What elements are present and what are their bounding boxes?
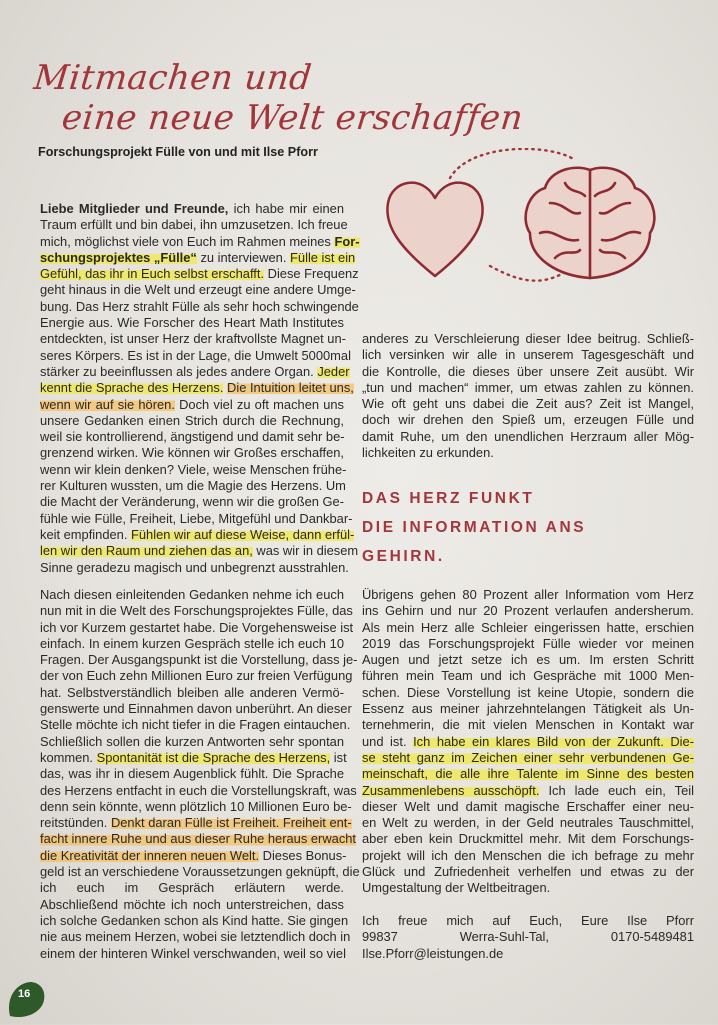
brain-icon <box>526 168 655 278</box>
text-segment: Traum erfüllt und bin dabei, ihn umzusetzen. Ich freue <box>40 217 348 233</box>
text-segment: schen. Diese Vorstellung ist keine Utopie, sondern die <box>362 684 694 700</box>
title-line-1: Mitmachen und <box>31 58 314 98</box>
text-line <box>40 912 349 929</box>
text-segment: unsere Gedanken einen Strich durch die Rechnung, <box>40 412 344 428</box>
signature-block <box>362 913 694 962</box>
text-segment: Diese Frequenz <box>264 266 359 282</box>
highlighted-text: For- <box>334 233 360 249</box>
text-line <box>362 587 694 603</box>
text-line <box>40 766 344 782</box>
text-line <box>40 864 360 880</box>
highlighted-text: Gefühl, das ihr in Euch selbst erschafft. <box>40 266 265 282</box>
highlighted-text: schungsprojektes „Fülle“ <box>40 249 197 265</box>
text-segment: was wir in diesem <box>252 543 359 559</box>
text-segment: Augen und jetzt setze ich es um. Im ersten Schritt <box>362 652 694 668</box>
text-segment: dieser Welt und damit magische Erschaffer einer neu- <box>362 798 694 814</box>
text-segment: Energie aus. Wie Forscher des Heart Math Institutes <box>40 315 344 331</box>
text-line <box>362 717 694 733</box>
text-line <box>40 946 344 962</box>
text-segment: genswerte und Einnahmen davon unberührt. An dieser <box>40 701 352 717</box>
text-segment: keit empfinden. <box>40 526 132 542</box>
text-segment: damit Ruhe, um den unendlichen Herzraum aller Mög- <box>362 428 694 444</box>
text-line <box>362 799 694 815</box>
left-paragraph-1 <box>40 201 360 576</box>
text-line <box>40 734 344 750</box>
text-line <box>40 233 360 250</box>
text-line <box>40 717 351 733</box>
highlighted-text: Jeder <box>317 363 350 379</box>
text-line <box>40 652 358 668</box>
text-segment: einfach. In einem kurzen Gespräch stelle ich euch 10 <box>40 635 344 651</box>
text-segment: Doch viel zu oft machen uns <box>174 396 345 412</box>
right-paragraph-1 <box>362 331 694 461</box>
text-segment: kommen. <box>40 749 97 765</box>
text-line <box>362 815 694 831</box>
text-line <box>40 543 359 559</box>
text-line <box>362 429 694 445</box>
text-segment: ich habe mir einen <box>228 201 344 216</box>
text-line <box>40 685 344 701</box>
text-line <box>362 396 694 412</box>
text-line <box>362 880 694 896</box>
text-segment: Übrigens gehen 80 Prozent aller Information vom Herz <box>362 587 694 602</box>
text-line <box>40 526 355 543</box>
text-line <box>40 397 344 413</box>
subtitle: Forschungsprojekt Fülle von und mit Ilse Pforr <box>38 145 318 159</box>
text-line <box>362 701 694 717</box>
highlighted-text: Denkt daran Fülle ist Freiheit. Freiheit ent- <box>110 815 352 831</box>
text-segment: Wie oft geht uns dabei die Zeit aus? Zeit ist Mangel, <box>362 396 694 412</box>
text-segment: entdeckten, ist unser Herz der kraftvollste Magnet un- <box>40 331 346 347</box>
text-line <box>362 331 694 347</box>
text-line <box>40 315 344 331</box>
highlighted-text: Fühlen wir auf diese Weise, dann erfül- <box>131 526 355 542</box>
text-line <box>40 897 344 913</box>
text-line <box>40 478 344 494</box>
text-line <box>40 363 350 380</box>
text-line <box>362 380 694 396</box>
section-heading <box>362 484 586 571</box>
text-segment: Fragen. Der Ausgangspunkt ist die Vorstellung, dass je- <box>40 652 358 668</box>
text-line <box>362 766 694 782</box>
text-line <box>40 494 344 510</box>
text-segment: zu interviewen. <box>196 249 291 265</box>
text-line <box>40 282 356 298</box>
text-line <box>362 913 694 929</box>
text-line <box>40 249 356 266</box>
text-segment: grenzend wirken. Wie können wir Großes erschaffen, <box>40 445 344 461</box>
text-line <box>40 587 344 603</box>
text-segment: denn sein könnte, wenn plötzlich 10 Millionen Euro be- <box>40 798 352 814</box>
text-line <box>362 620 694 636</box>
text-segment: ternehmerin, die mit vielen Menschen in Kontakt war <box>362 717 694 733</box>
text-line <box>362 929 694 945</box>
text-line <box>40 429 344 445</box>
text-segment: Dieses Bonus- <box>259 847 347 863</box>
text-segment: die Kontrolle, die dieses über unsere Zeit ausübt. Wir <box>362 363 694 379</box>
text-segment: hat. Selbstverständlich bleiben alle anderen Vermö- <box>40 684 344 700</box>
highlighted-text: facht innere Ruhe und aus dieser Ruhe heraus erwacht <box>40 831 357 847</box>
heading-line: DIE INFORMATION ANS <box>362 519 587 536</box>
heart-icon <box>387 183 482 276</box>
highlighted-text: Fülle ist ein <box>290 249 356 265</box>
text-segment: Essenz aus meiner jahrzehntelangen Tätigkeit als Un- <box>362 701 694 717</box>
title-line-2: eine neue Welt erschaffen <box>59 98 526 138</box>
text-segment: 99837 Werra-Suhl-Tal, 0170-5489481 <box>362 929 694 945</box>
text-segment: aber eben kein Druckmittel mehr. Mit dem Forschungs- <box>362 831 694 847</box>
text-line <box>40 445 344 461</box>
text-line <box>40 347 351 364</box>
text-line <box>362 445 694 461</box>
text-segment: en Welt zu werden, in der Geld neutrales Tauschmittel, <box>362 815 694 831</box>
text-line <box>40 559 349 576</box>
text-segment: ich euch im Gespräch erläutern werde. <box>40 880 344 896</box>
text-line <box>40 815 352 831</box>
text-line <box>362 652 694 668</box>
text-line <box>362 864 694 880</box>
heading-line: DAS HERZ FUNKT <box>362 490 535 507</box>
text-segment: seres Körpers. Es ist in der Lage, die Umwelt 5000mal <box>40 347 351 363</box>
text-line <box>362 668 694 684</box>
highlighted-text: Ich habe ein klares Bild von der Zukunft. Die- <box>413 733 694 749</box>
text-line <box>40 749 347 766</box>
text-segment: geld ist an verschiedene Voraussetzungen geknüpft, die <box>40 864 360 880</box>
text-segment: doch wir drehen den Spieß um, erzeugen Fülle und <box>362 412 694 428</box>
text-segment: ich solche Gedanken schon als Kind hatte. Sie gingen <box>40 912 349 928</box>
text-segment: Schließlich sollen die kurzen Antworten sehr spontan <box>40 733 344 749</box>
text-line <box>40 380 354 396</box>
text-line <box>40 701 352 717</box>
text-line <box>362 831 694 847</box>
text-segment: Ich freue mich auf Euch, Eure Ilse Pforr <box>362 913 694 928</box>
text-line <box>40 413 344 429</box>
text-segment: geht hinaus in die Welt und erzeugt eine andere Umge- <box>40 282 356 298</box>
text-segment: die Macht der Veränderung, wenn wir die großen Ge- <box>40 494 344 510</box>
text-segment: rer Kulturen wussten, um die Magie des Herzens. Um <box>40 478 346 494</box>
text-segment: Glück und Zufriedenheit verhelfen und etwas zu der <box>362 864 694 880</box>
highlighted-text: Zusammenlebens ausschöpft. <box>362 782 540 798</box>
text-segment: Als mein Herz alle Schleier eingerissen hatte, erschien <box>362 619 694 635</box>
heading-line: GEHIRN. <box>362 548 445 565</box>
text-line <box>362 364 694 380</box>
text-line <box>362 412 694 428</box>
text-line <box>40 217 348 233</box>
text-line <box>40 929 351 945</box>
text-segment: „tun und machen“ immer, um etwas zahlen zu können. <box>362 379 694 395</box>
highlighted-text: Die Intuition leitet uns, <box>227 380 354 396</box>
text-line <box>362 750 694 766</box>
text-line <box>362 636 694 652</box>
text-segment: der von Euch zehn Millionen Euro zur freien Verfügung <box>40 668 353 684</box>
highlighted-text: len wir den Raum und ziehen das an, <box>40 543 253 559</box>
text-segment: das, was ihr in diesem Augenblick fühlt. Die Sprache <box>40 766 344 782</box>
highlighted-text: meinschaft, die alle ihre Talente im Sinne des besten <box>362 766 694 782</box>
bold-text: Liebe Mitglieder und Freunde, <box>40 201 229 216</box>
highlighted-text: die Kreativität der inneren neuen Welt. <box>40 847 260 863</box>
text-segment: ist <box>330 749 347 765</box>
text-line <box>362 946 694 962</box>
text-segment: 2019 das Forschungsprojekt Fülle wieder vor meinen <box>362 635 694 651</box>
text-line <box>40 782 357 799</box>
text-segment: und ist. <box>362 733 414 749</box>
text-segment: nie aus meinem Herzen, wobei sie letztendlich doch in <box>40 929 351 945</box>
text-segment: lich versinken wir alle in unserem Tagesgeschäft und <box>362 347 694 363</box>
highlighted-text: se steht ganz im Zeichen einer sehr verbundenen Ge- <box>362 749 694 765</box>
text-line <box>40 331 344 347</box>
text-segment: Ich lade euch ein, Teil <box>539 782 694 798</box>
text-segment: Sinne geradezu magisch und unbegrenzt ausstrahlen. <box>40 559 349 575</box>
text-line <box>40 461 347 478</box>
text-segment: Abschließend möchte ich noch unterstreichen, dass <box>40 896 344 912</box>
text-line <box>40 619 354 636</box>
text-line <box>40 266 359 282</box>
highlighted-text: wenn wir auf sie hören. <box>40 396 175 412</box>
text-segment: anderes zu Verschleierung dieser Idee beitrug. Schließ- <box>362 331 694 346</box>
text-segment: Umgestaltung der Weltbeitragen. <box>362 880 551 896</box>
text-line <box>362 347 694 363</box>
text-line <box>40 636 344 652</box>
text-line <box>362 603 694 619</box>
text-segment: ich vor Kurzem gestartet habe. Die Vorgehensweise ist <box>40 619 354 635</box>
highlighted-text: kennt die Sprache des Herzens. <box>40 380 224 396</box>
text-segment: einem der hinteren Winkel verschwanden, weil so viel <box>40 945 346 961</box>
right-paragraph-2 <box>362 587 694 897</box>
text-segment: führen mein Team und ich Gespräche mit 1000 Men- <box>362 668 694 684</box>
text-line <box>40 603 353 619</box>
text-segment: lichkeiten zu erkunden. <box>362 445 494 461</box>
text-line <box>40 798 352 815</box>
text-segment: Ilse.Pforr@leistungen.de <box>362 945 504 961</box>
page-number: 16 <box>18 988 31 1000</box>
left-paragraph-2 <box>40 587 360 962</box>
text-line <box>40 847 347 864</box>
text-segment: projekt will ich den Menschen die ich befrage zu mehr <box>362 847 694 863</box>
text-segment: fühle wie Fülle, Freiheit, Liebe, Mitgefühl und Dankbar- <box>40 510 353 526</box>
text-segment: mich, möglichst viele von Euch im Rahmen meines <box>40 233 335 249</box>
text-line <box>362 783 694 799</box>
highlighted-text: Spontanität ist die Sprache des Herzens, <box>96 749 331 765</box>
text-line <box>40 510 353 527</box>
text-segment: wenn wir klein denken? Viele, weise Menschen frühe- <box>40 461 347 477</box>
text-segment: nun mit in die Welt des Forschungsprojektes Fülle, das <box>40 603 353 619</box>
page-number-badge <box>4 976 48 1020</box>
text-segment: weil sie kontrollierend, ängstigend und damit sehr be- <box>40 429 345 445</box>
text-line <box>40 298 359 315</box>
text-segment: stärker zu beeinflussen als jedes andere Organ. <box>40 363 318 379</box>
text-segment: des Herzens entfacht in euch die Vorstellungskraft, was <box>40 782 357 798</box>
text-line <box>362 685 694 701</box>
text-line <box>40 201 344 217</box>
text-line <box>40 831 357 847</box>
text-segment: reitstünden. <box>40 815 111 831</box>
text-segment: Nach diesen einleitenden Gedanken nehme ich euch <box>40 587 344 602</box>
text-segment: Stelle möchte ich nicht tiefer in die Fragen eintauchen. <box>40 717 351 733</box>
text-line <box>362 848 694 864</box>
text-segment: bung. Das Herz strahlt Fülle als sehr hoch schwingende <box>40 298 359 314</box>
text-line <box>40 880 344 896</box>
text-line <box>40 668 353 684</box>
text-line <box>362 734 694 750</box>
heart-brain-graphic <box>380 148 680 298</box>
text-segment: ins Gehirn und nur 20 Prozent verlaufen andersherum. <box>362 603 694 619</box>
